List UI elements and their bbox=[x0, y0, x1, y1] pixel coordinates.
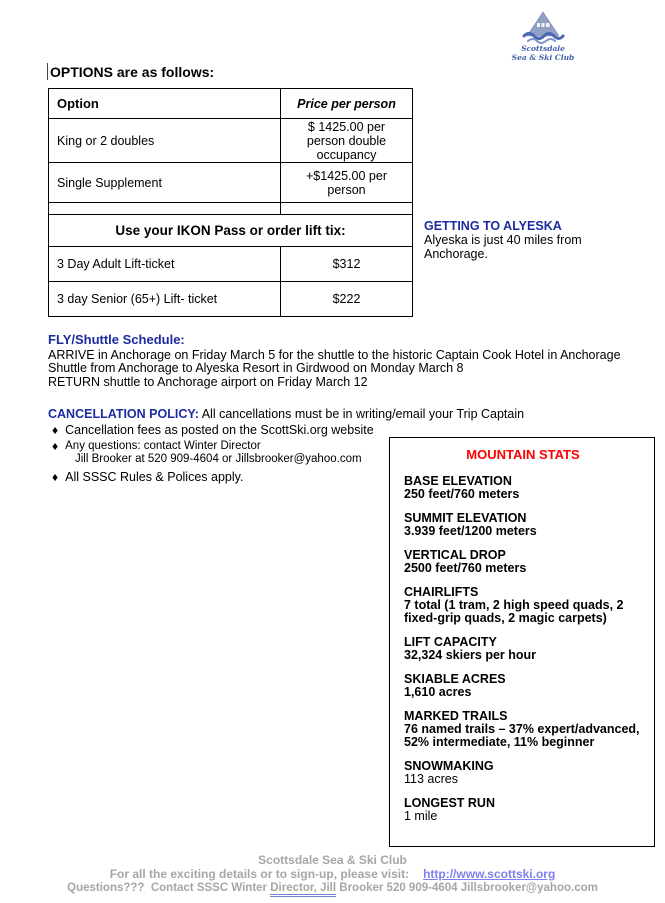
stat-vertical-drop bbox=[404, 549, 642, 575]
ikon-pass-banner: Use your IKON Pass or order lift tix: bbox=[49, 215, 413, 247]
diamond-bullet-icon: ♦ bbox=[52, 423, 59, 437]
stat-chairlifts bbox=[404, 586, 642, 625]
stat-value: 1,610 acres bbox=[404, 685, 472, 699]
option-cell: 3 Day Adult Lift-ticket bbox=[49, 247, 281, 282]
stat-value: 3.939 feet/1200 meters bbox=[404, 524, 537, 538]
stat-longest-run bbox=[404, 797, 642, 823]
mountain-stats-box bbox=[389, 437, 655, 847]
stat-label: SKIABLE ACRES bbox=[404, 672, 506, 686]
cancellation-policy-intro: All cancellations must be in writing/email your Trip Captain bbox=[201, 407, 525, 421]
shuttle-line: RETURN shuttle to Anchorage airport on Friday March 12 bbox=[48, 374, 368, 389]
stat-value: 7 total (1 tram, 2 high speed quads, 2 fixed-grip quads, 2 magic carpets) bbox=[404, 598, 624, 625]
empty-row bbox=[49, 203, 413, 215]
mountain-stats-title: MOUNTAIN STATS bbox=[466, 447, 580, 462]
bullet-text: Cancellation fees as posted on the ScottSki.org website bbox=[65, 423, 374, 437]
empty-cell bbox=[49, 203, 281, 215]
table-header-row bbox=[49, 89, 413, 119]
shuttle-line: Shuttle from Anchorage to Alyeska Resort in Girdwood on Monday March 8 bbox=[48, 361, 464, 375]
stat-label: SNOWMAKING bbox=[404, 759, 494, 773]
footer-signup-line bbox=[0, 867, 665, 881]
option-cell: Single Supplement bbox=[49, 163, 281, 203]
option-cell: King or 2 doubles bbox=[49, 119, 281, 163]
table-row bbox=[49, 282, 413, 317]
cancellation-policy-line bbox=[48, 407, 608, 421]
price-cell: $222 bbox=[281, 282, 413, 317]
stat-base-elevation bbox=[404, 475, 642, 501]
stat-value: 32,324 skiers per hour bbox=[404, 648, 537, 662]
table-row bbox=[49, 247, 413, 282]
stat-value: 2500 feet/760 meters bbox=[404, 561, 527, 575]
diamond-bullet-icon: ♦ bbox=[52, 470, 59, 484]
stat-value: 113 acres bbox=[404, 772, 458, 786]
options-heading: OPTIONS are as follows: bbox=[50, 64, 215, 80]
stat-skiable-acres bbox=[404, 673, 642, 699]
text-cursor bbox=[47, 63, 48, 80]
mountain-wave-icon bbox=[514, 10, 572, 44]
stat-label: LIFT CAPACITY bbox=[404, 635, 497, 649]
stat-label: SUMMIT ELEVATION bbox=[404, 511, 527, 525]
stat-label: MARKED TRAILS bbox=[404, 709, 508, 723]
list-item bbox=[48, 423, 608, 437]
stat-marked-trails bbox=[404, 710, 642, 749]
table-row bbox=[49, 119, 413, 163]
getting-to-alyeska-section bbox=[424, 219, 604, 261]
page-footer bbox=[0, 853, 665, 895]
stat-lift-capacity bbox=[404, 636, 642, 662]
price-cell: +$1425.00 per person bbox=[281, 163, 413, 203]
getting-to-alyeska-heading: GETTING TO ALYESKA bbox=[424, 219, 562, 233]
logo-club-name-line1: Scottsdale bbox=[521, 44, 565, 53]
empty-cell bbox=[281, 203, 413, 215]
stat-label: LONGEST RUN bbox=[404, 796, 495, 810]
price-cell: $ 1425.00 per person double occupancy bbox=[281, 119, 413, 163]
bullet-subtext: Jill Brooker at 520 909-4604 or Jillsbrooker@yahoo.com bbox=[75, 453, 362, 465]
footer-signup-text: For all the exciting details or to sign-up, please visit: bbox=[109, 867, 410, 881]
stat-value: 250 feet/760 meters bbox=[404, 487, 520, 501]
footer-contact-text: Questions??? Contact SSSC Winter bbox=[67, 882, 271, 894]
stat-label: VERTICAL DROP bbox=[404, 548, 506, 562]
price-cell: $312 bbox=[281, 247, 413, 282]
footer-contact-line bbox=[0, 881, 665, 895]
ikon-pass-row bbox=[49, 215, 413, 247]
stat-label: BASE ELEVATION bbox=[404, 474, 512, 488]
shuttle-line: ARRIVE in Anchorage on Friday March 5 for the shuttle to the historic Captain Cook Hotel in Anchorage bbox=[48, 347, 621, 362]
price-table bbox=[48, 88, 413, 317]
bullet-text: All SSSC Rules & Polices apply. bbox=[65, 470, 244, 484]
cancellation-policy-heading: CANCELLATION POLICY: bbox=[48, 407, 199, 421]
stat-label: CHAIRLIFTS bbox=[404, 585, 479, 599]
scottski-link[interactable]: http://www.scottski.org bbox=[423, 867, 556, 881]
option-cell: 3 day Senior (65+) Lift- ticket bbox=[49, 282, 281, 317]
bullet-text: Any questions: contact Winter Director bbox=[65, 440, 261, 452]
price-column-header: Price per person bbox=[281, 89, 413, 119]
fly-shuttle-heading: FLY/Shuttle Schedule: bbox=[48, 332, 185, 347]
footer-contact-text: Brooker 520 909-4604 Jillsbrooker@yahoo.com bbox=[336, 882, 598, 894]
getting-to-alyeska-body: Alyeska is just 40 miles from Anchorage. bbox=[424, 233, 582, 261]
table-row bbox=[49, 163, 413, 203]
fly-shuttle-section bbox=[48, 333, 621, 389]
logo-club-name-line2: Sea & Ski Club bbox=[511, 53, 575, 62]
director-link[interactable]: Director, Jill bbox=[270, 882, 336, 897]
stat-value: 76 named trails – 37% expert/advanced, 52% intermediate, 11% beginner bbox=[404, 722, 640, 749]
stat-summit-elevation bbox=[404, 512, 642, 538]
stat-value: 1 mile bbox=[404, 809, 438, 823]
option-column-header: Option bbox=[49, 89, 281, 119]
stat-snowmaking bbox=[404, 760, 642, 786]
footer-club-name: Scottsdale Sea & Ski Club bbox=[258, 853, 407, 867]
club-logo bbox=[504, 10, 582, 62]
diamond-bullet-icon: ♦ bbox=[52, 439, 59, 453]
